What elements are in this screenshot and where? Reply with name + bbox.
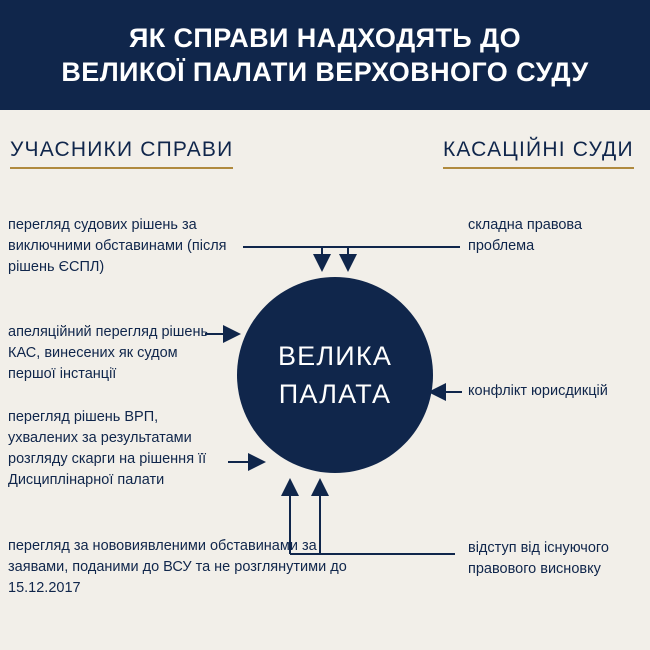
left-item-3: перегляд рішень ВРП, ухвалених за результатами розгляду скарги на рішення її Дисциплінарної палати — [8, 409, 207, 488]
left-item-1: перегляд судових рішень за виключними обставинами (після рішень ЄСПЛ) — [8, 217, 227, 275]
arrow-top-group — [243, 247, 460, 268]
left-item-2: апеляційний перегляд рішень КАС, винесених як судом першої інстанції — [8, 324, 209, 382]
right-item-1: складна правова проблема — [468, 217, 583, 254]
header-title-line-1: ЯК СПРАВИ НАДХОДЯТЬ ДО — [128, 23, 522, 53]
right-item-3: відступ від існуючого правового висновку — [468, 540, 609, 577]
section-heading-participants: УЧАСНИКИ СПРАВИ — [10, 138, 233, 169]
central-node-line-2: ПАЛАТА — [278, 379, 392, 409]
section-heading-cassation-courts: КАСАЦІЙНІ СУДИ — [443, 138, 634, 169]
left-item-4: перегляд за нововиявленими обставинами за заявами, поданими до ВСУ та не розглянутими до 15.12.2017 — [8, 538, 347, 596]
header-title-line-2: ВЕЛИКОЇ ПАЛАТИ ВЕРХОВНОГО СУДУ — [61, 57, 589, 87]
header-banner — [0, 0, 650, 110]
right-item-2: конфлікт юрисдикцій — [468, 383, 608, 399]
central-node-velyka-palata — [237, 277, 433, 473]
central-node-line-1: ВЕЛИКА — [277, 341, 393, 371]
